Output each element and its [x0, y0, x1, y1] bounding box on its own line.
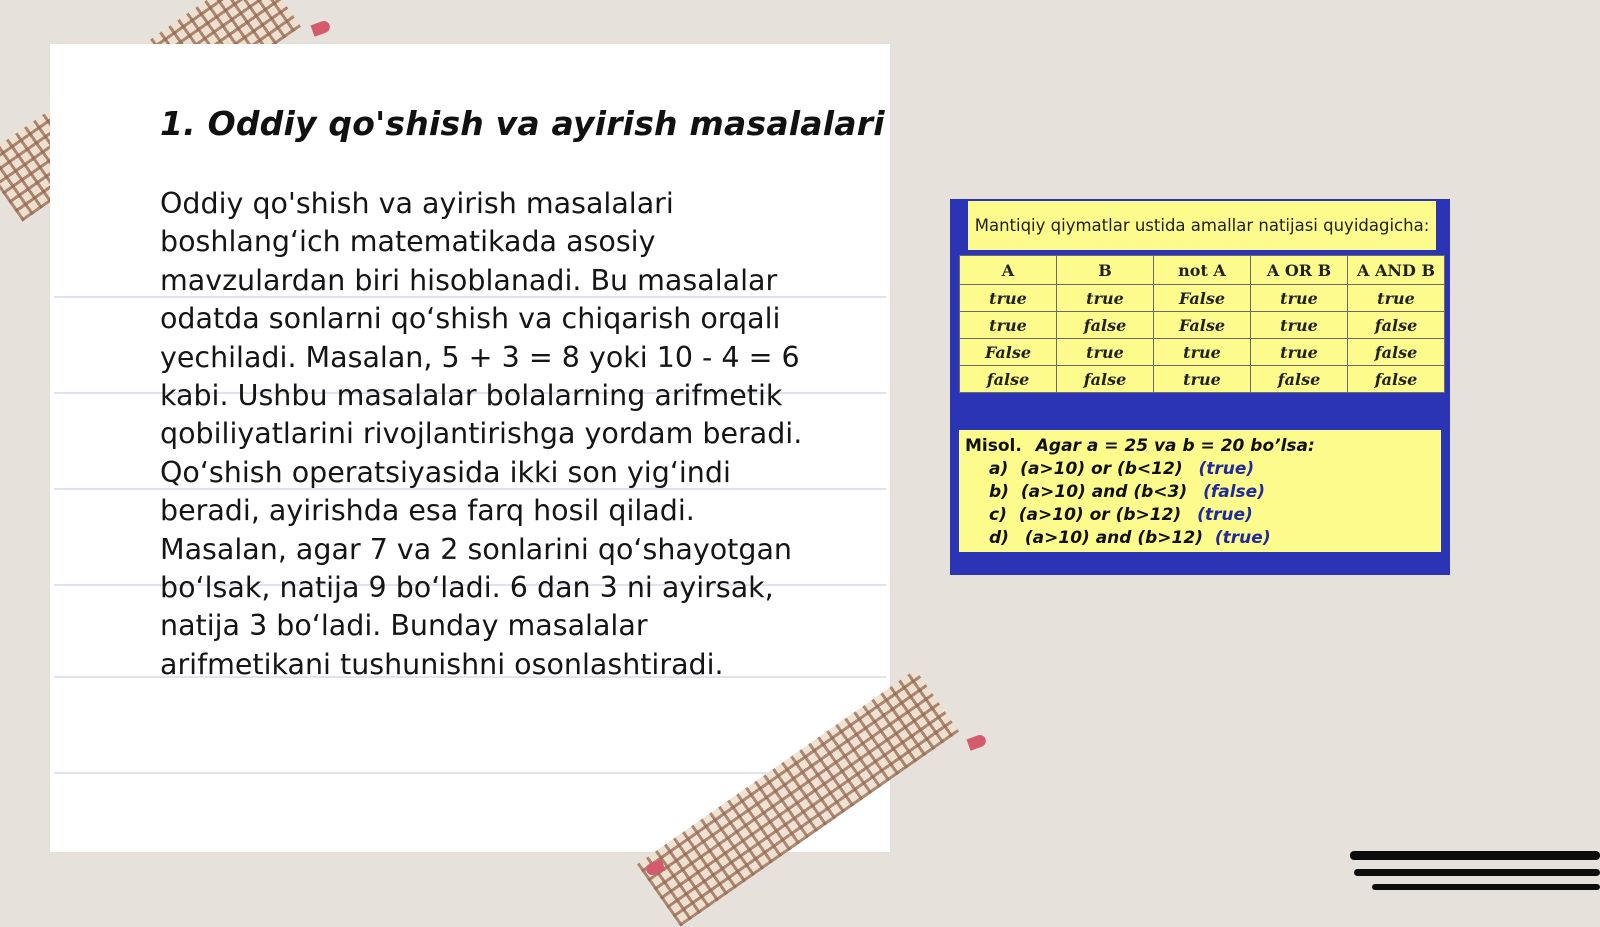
- example-item: [989, 505, 1253, 525]
- table-cell: False: [1154, 285, 1251, 312]
- table-row: [960, 366, 1445, 393]
- table-row: [960, 339, 1445, 366]
- example-box: [959, 430, 1441, 552]
- table-cell: true: [1154, 366, 1251, 393]
- body-line: mavzulardan biri hisoblanadi. Bu masalalar: [160, 263, 778, 297]
- logic-table-figure: [950, 199, 1450, 575]
- example-item-answer: (true): [1198, 459, 1255, 479]
- table-cell: true: [1057, 339, 1154, 366]
- example-item-answer: (true): [1197, 505, 1253, 525]
- tape-tip-bottom: [966, 733, 987, 750]
- column-header: B: [1057, 256, 1154, 285]
- column-header: A OR B: [1251, 256, 1348, 285]
- body-line: odatda sonlarni qo‘shish va chiqarish orqali: [160, 302, 781, 336]
- brush-stroke: [1350, 851, 1600, 860]
- body-line: kabi. Ushbu masalalar bolalarning arifmetik: [160, 379, 783, 413]
- tape-tip-top: [310, 19, 331, 36]
- column-header: A: [960, 256, 1057, 285]
- table-cell: true: [1251, 285, 1348, 312]
- ruled-line: [54, 772, 886, 774]
- slide-body-text: [160, 185, 850, 684]
- column-header: A AND B: [1348, 256, 1445, 285]
- table-cell: False: [1154, 312, 1251, 339]
- table-cell: true: [1251, 312, 1348, 339]
- example-item-expr: (a>10) or (b<12): [1020, 459, 1183, 479]
- example-item-prefix: c): [989, 505, 1007, 525]
- table-cell: true: [960, 285, 1057, 312]
- figure-caption: Mantiqiy qiymatlar ustida amallar natijasi quyidagicha:: [968, 201, 1436, 250]
- example-item-expr: (a>10) and (b>12): [1024, 528, 1203, 548]
- body-line: arifmetikani tushunishni osonlashtiradi.: [160, 647, 724, 681]
- table-cell: False: [960, 339, 1057, 366]
- body-line: boshlang‘ich matematikada asosiy: [160, 225, 656, 259]
- table-row: [960, 285, 1445, 312]
- table-row: [960, 312, 1445, 339]
- body-line: bo‘lsak, natija 9 bo‘ladi. 6 dan 3 ni ayirsak,: [160, 571, 774, 605]
- example-item-answer: (false): [1203, 482, 1265, 502]
- example-item-prefix: d): [989, 528, 1009, 548]
- slide-title: 1. Oddiy qo'shish va ayirish masalalari: [160, 104, 885, 143]
- body-line: natija 3 bo‘ladi. Bunday masalalar: [160, 609, 648, 643]
- example-item-prefix: b): [989, 482, 1009, 502]
- column-header: not A: [1154, 256, 1251, 285]
- table-cell: false: [1057, 366, 1154, 393]
- table-cell: false: [960, 366, 1057, 393]
- brush-stroke: [1372, 884, 1600, 890]
- body-line: Oddiy qo'shish va ayirish masalalari: [160, 187, 674, 220]
- table-cell: true: [960, 312, 1057, 339]
- table-cell: false: [1251, 366, 1348, 393]
- table-cell: false: [1348, 366, 1445, 393]
- example-heading: [965, 436, 1315, 456]
- table-cell: true: [1057, 285, 1154, 312]
- example-item: [989, 482, 1265, 502]
- example-condition: Agar a = 25 va b = 20 bo’lsa:: [1035, 436, 1315, 456]
- body-line: yechiladi. Masalan, 5 + 3 = 8 yoki 10 - 4 = 6: [160, 340, 800, 374]
- body-line: beradi, ayirishda esa farq hosil qiladi.: [160, 494, 695, 528]
- example-item: [989, 528, 1271, 548]
- table-cell: true: [1348, 285, 1445, 312]
- body-line: Qo‘shish operatsiyasida ikki son yig‘indi: [160, 455, 731, 489]
- table-cell: true: [1251, 339, 1348, 366]
- example-item: [989, 459, 1254, 479]
- example-item-prefix: a): [989, 459, 1009, 479]
- table-header-row: [960, 256, 1445, 285]
- example-item-expr: (a>10) or (b>12): [1018, 505, 1182, 525]
- body-line: qobiliyatlarini rivojlantirishga yordam beradi.: [160, 417, 803, 451]
- table-cell: false: [1348, 312, 1445, 339]
- truth-table: [959, 255, 1445, 393]
- table-cell: true: [1154, 339, 1251, 366]
- table-cell: false: [1348, 339, 1445, 366]
- body-line: Masalan, agar 7 va 2 sonlarini qo‘shayotgan: [160, 532, 792, 566]
- example-label: Misol.: [965, 436, 1022, 456]
- example-item-expr: (a>10) and (b<3): [1020, 482, 1188, 502]
- example-item-answer: (true): [1214, 528, 1271, 548]
- brush-stroke: [1354, 869, 1600, 876]
- table-cell: false: [1057, 312, 1154, 339]
